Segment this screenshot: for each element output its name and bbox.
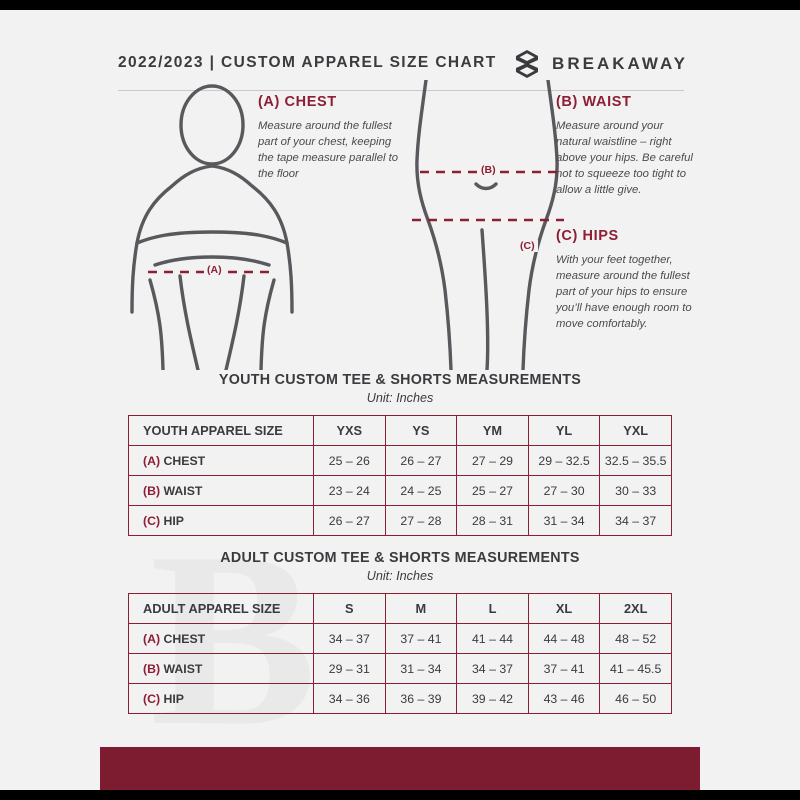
youth-waist-yl: 27 – 30 (528, 476, 600, 506)
youth-hip-abbr: (C) (143, 513, 161, 528)
table-row (129, 654, 672, 684)
marker-waist: (B) (478, 164, 499, 176)
adult-size-m: M (385, 594, 457, 624)
youth-hip-yl: 31 – 34 (528, 506, 600, 536)
table-row (129, 684, 672, 714)
youth-row-waist-label (129, 476, 314, 506)
adult-table-title: ADULT CUSTOM TEE & SHORTS MEASUREMENTS (220, 550, 580, 566)
youth-hip-yxl: 34 – 37 (600, 506, 672, 536)
adult-chest-2xl: 48 – 52 (600, 624, 672, 654)
table-header-row (129, 416, 672, 446)
brand-lockup (514, 50, 688, 78)
adult-waist-label: WAIST (163, 661, 203, 676)
youth-row-hip-label (129, 506, 314, 536)
document-header (0, 26, 800, 72)
youth-waist-ys: 24 – 25 (385, 476, 457, 506)
adult-header-label: ADULT APPAREL SIZE (129, 594, 314, 624)
adult-hip-m: 36 – 39 (385, 684, 457, 714)
youth-size-ym: YM (457, 416, 529, 446)
youth-chest-ys: 26 – 27 (385, 446, 457, 476)
adult-chest-xl: 44 – 48 (528, 624, 600, 654)
adult-hip-2xl: 46 – 50 (600, 684, 672, 714)
guide-hips-body: With your feet together, measure around the fullest part of your hips to ensure you’ll have enough room to move comfortably. (556, 254, 692, 331)
adult-row-waist-label (129, 654, 314, 684)
youth-chest-yl: 29 – 32.5 (528, 446, 600, 476)
measurement-diagrams (0, 80, 800, 370)
marker-chest: (A) (204, 264, 225, 276)
adult-size-table (128, 593, 672, 714)
adult-hip-l: 39 – 42 (457, 684, 529, 714)
guide-chest (258, 94, 408, 182)
youth-table-block (128, 372, 672, 536)
youth-table-unit: Unit: Inches (366, 391, 434, 405)
guide-hips (556, 228, 696, 332)
table-header-row (129, 594, 672, 624)
adult-table-unit: Unit: Inches (366, 569, 434, 583)
brand-name: BREAKAWAY (552, 54, 688, 73)
youth-size-yl: YL (528, 416, 600, 446)
adult-hip-label: HIP (163, 691, 184, 706)
adult-waist-m: 31 – 34 (385, 654, 457, 684)
youth-size-yxl: YXL (600, 416, 672, 446)
youth-size-ys: YS (385, 416, 457, 446)
youth-waist-abbr: (B) (143, 483, 161, 498)
adult-chest-abbr: (A) (143, 631, 161, 646)
adult-size-xl: XL (528, 594, 600, 624)
table-row (129, 506, 672, 536)
adult-chest-label: CHEST (163, 631, 206, 646)
youth-waist-yxs: 23 – 24 (314, 476, 386, 506)
youth-size-table (128, 415, 672, 536)
adult-size-s: S (314, 594, 386, 624)
youth-chest-label: CHEST (163, 453, 206, 468)
document-sheet (0, 10, 800, 790)
youth-chest-yxl: 32.5 – 35.5 (600, 446, 672, 476)
table-row (129, 446, 672, 476)
youth-hip-ym: 28 – 31 (457, 506, 529, 536)
youth-waist-label: WAIST (163, 483, 203, 498)
marker-hips: (C) (517, 240, 538, 252)
footer-bar (100, 747, 700, 790)
youth-header-label: YOUTH APPAREL SIZE (129, 416, 314, 446)
adult-waist-xl: 37 – 41 (528, 654, 600, 684)
adult-hip-s: 34 – 36 (314, 684, 386, 714)
youth-chest-abbr: (A) (143, 453, 161, 468)
adult-waist-2xl: 41 – 45.5 (600, 654, 672, 684)
youth-size-yxs: YXS (314, 416, 386, 446)
youth-table-title: YOUTH CUSTOM TEE & SHORTS MEASUREMENTS (218, 372, 582, 388)
youth-chest-yxs: 25 – 26 (314, 446, 386, 476)
adult-chest-s: 34 – 37 (314, 624, 386, 654)
adult-hip-xl: 43 – 46 (528, 684, 600, 714)
table-row (129, 624, 672, 654)
page-title: 2022/2023 | CUSTOM APPAREL SIZE CHART (118, 54, 497, 71)
adult-size-l: L (457, 594, 529, 624)
youth-chest-ym: 27 – 29 (457, 446, 529, 476)
adult-chest-l: 41 – 44 (457, 624, 529, 654)
b-monogram-icon (514, 50, 540, 78)
adult-hip-abbr: (C) (143, 691, 161, 706)
guide-waist (556, 94, 694, 198)
youth-hip-yxs: 26 – 27 (314, 506, 386, 536)
guide-chest-body: Measure around the fullest part of your chest, keeping the tape measure parallel to the floor (258, 120, 399, 181)
youth-hip-ys: 27 – 28 (385, 506, 457, 536)
adult-chest-m: 37 – 41 (385, 624, 457, 654)
table-row (129, 476, 672, 506)
youth-hip-label: HIP (163, 513, 184, 528)
youth-waist-ym: 25 – 27 (457, 476, 529, 506)
youth-waist-yxl: 30 – 33 (600, 476, 672, 506)
adult-row-chest-label (129, 624, 314, 654)
adult-waist-abbr: (B) (143, 661, 161, 676)
guide-waist-title: (B) WAIST (556, 94, 632, 110)
guide-hips-title: (C) HIPS (556, 228, 619, 244)
youth-row-chest-label (129, 446, 314, 476)
adult-row-hip-label (129, 684, 314, 714)
adult-size-2xl: 2XL (600, 594, 672, 624)
adult-table-block (128, 550, 672, 714)
guide-waist-body: Measure around your natural waistline – right above your hips. Be careful not to squeeze too tight to allow a little give. (556, 120, 693, 197)
guide-chest-title: (A) CHEST (258, 94, 337, 110)
adult-waist-l: 34 – 37 (457, 654, 529, 684)
adult-waist-s: 29 – 31 (314, 654, 386, 684)
